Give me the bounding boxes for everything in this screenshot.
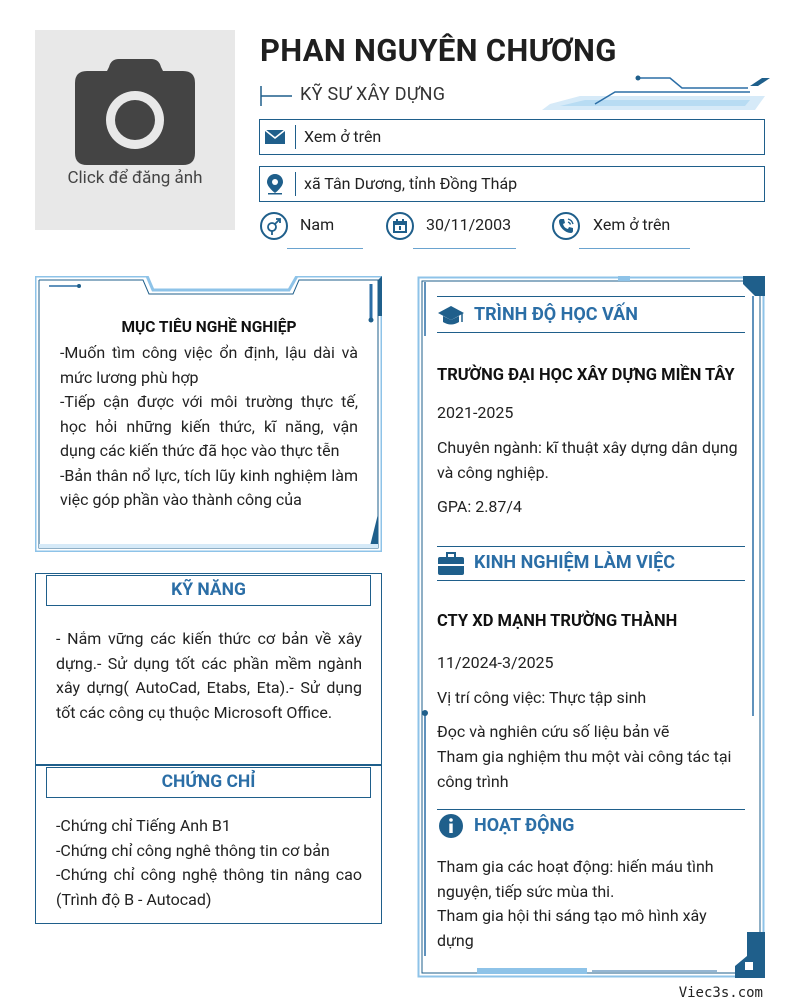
- skills-text: - Nắm vững các kiến thức cơ bản về xây dựng.- Sử dụng tốt các phần mềm ngành xây dựng( AutoCad, Etabs, Eta).- Sử dụng tốt các công cụ thuộc Microsoft Office.: [56, 629, 362, 722]
- experience-title: KINH NGHIỆM LÀM VIỆC: [474, 552, 676, 573]
- activities-title: HOẠT ĐỘNG: [474, 815, 575, 836]
- experience-duty: Đọc và nghiên cứu số liệu bản vẽ: [437, 722, 670, 741]
- skills-section: [35, 573, 382, 765]
- briefcase-icon: [437, 550, 465, 578]
- phone-value[interactable]: Xem ở trên: [593, 215, 671, 234]
- certificate-item: -Chứng chỉ Tiếng Anh B1: [56, 816, 231, 835]
- location-pin-icon: [264, 173, 286, 195]
- calendar-icon: [386, 212, 414, 240]
- envelope-icon: [264, 126, 286, 148]
- objective-body: [60, 341, 358, 537]
- job-title: KỸ SƯ XÂY DỰNG: [300, 84, 446, 105]
- experience-duty: Tham gia nghiệm thu một vài công tác tại công trình: [437, 747, 732, 791]
- education-title: TRÌNH ĐỘ HỌC VẤN: [474, 304, 638, 325]
- graduation-cap-icon: [437, 302, 465, 330]
- title-marker-icon: [260, 86, 292, 106]
- profile-photo-placeholder[interactable]: [35, 30, 235, 230]
- gender-icon: [260, 212, 288, 240]
- skills-title: KỸ NĂNG: [46, 575, 371, 606]
- header-decoration: [540, 74, 770, 114]
- activity-item: Tham gia các hoạt động: hiến máu tình nguyện, tiếp sức mùa thi.: [437, 857, 714, 901]
- education-major: Chuyên ngành: kĩ thuật xây dựng dân dụng và công nghiệp.: [437, 438, 738, 482]
- certificates-title: CHỨNG CHỈ: [46, 767, 371, 798]
- objective-line: -Muốn tìm công việc ổn định, lậu dài và mức lương phù hợp: [60, 343, 358, 387]
- experience-company: CTY XD MẠNH TRƯỜNG THÀNH: [437, 612, 678, 631]
- info-icon: [437, 812, 465, 840]
- address-row: [259, 166, 765, 202]
- experience-position: Vị trí công việc: Thực tập sinh: [437, 688, 647, 707]
- experience-period: 11/2024-3/2025: [437, 653, 554, 672]
- education-school: TRƯỜNG ĐẠI HỌC XÂY DỰNG MIỀN TÂY: [437, 366, 735, 385]
- address-value: xã Tân Dương, tỉnh Đồng Tháp: [304, 174, 518, 193]
- phone-icon: [552, 212, 580, 240]
- gender-value: Nam: [300, 215, 335, 234]
- education-period: 2021-2025: [437, 403, 514, 422]
- certificates-list: [56, 814, 362, 912]
- dob-value: 30/11/2003: [426, 215, 512, 234]
- objective-line: -Tiếp cận được với môi trường thực tế, học hỏi những kiến thức, kĩ năng, vận dụng các kiến thức đã học vào thực tễn: [60, 392, 358, 460]
- objective-title: MỤC TIÊU NGHỀ NGHIỆP: [121, 318, 297, 336]
- footer-brand[interactable]: Viec3s.com: [678, 985, 763, 1001]
- email-row: [259, 119, 765, 155]
- candidate-name: PHAN NGUYÊN CHƯƠNG: [260, 32, 617, 69]
- education-gpa: GPA: 2.87/4: [437, 497, 522, 516]
- certificate-item: -Chứng chỉ công nghệ thông tin nâng cao (Trình độ B - Autocad): [56, 865, 362, 909]
- email-value[interactable]: Xem ở trên: [304, 127, 382, 146]
- activity-item: Tham gia hội thi sáng tạo mô hình xây dựng: [437, 906, 707, 950]
- certificates-section: [35, 765, 382, 924]
- objective-line: -Bản thân nổ lực, tích lũy kinh nghiệm làm việc góp phần vào thành công của: [60, 465, 358, 509]
- camera-icon: [75, 59, 195, 165]
- photo-caption: Click để đăng ảnh: [67, 168, 203, 188]
- certificate-item: -Chứng chỉ công nghê thông tin cơ bản: [56, 840, 330, 860]
